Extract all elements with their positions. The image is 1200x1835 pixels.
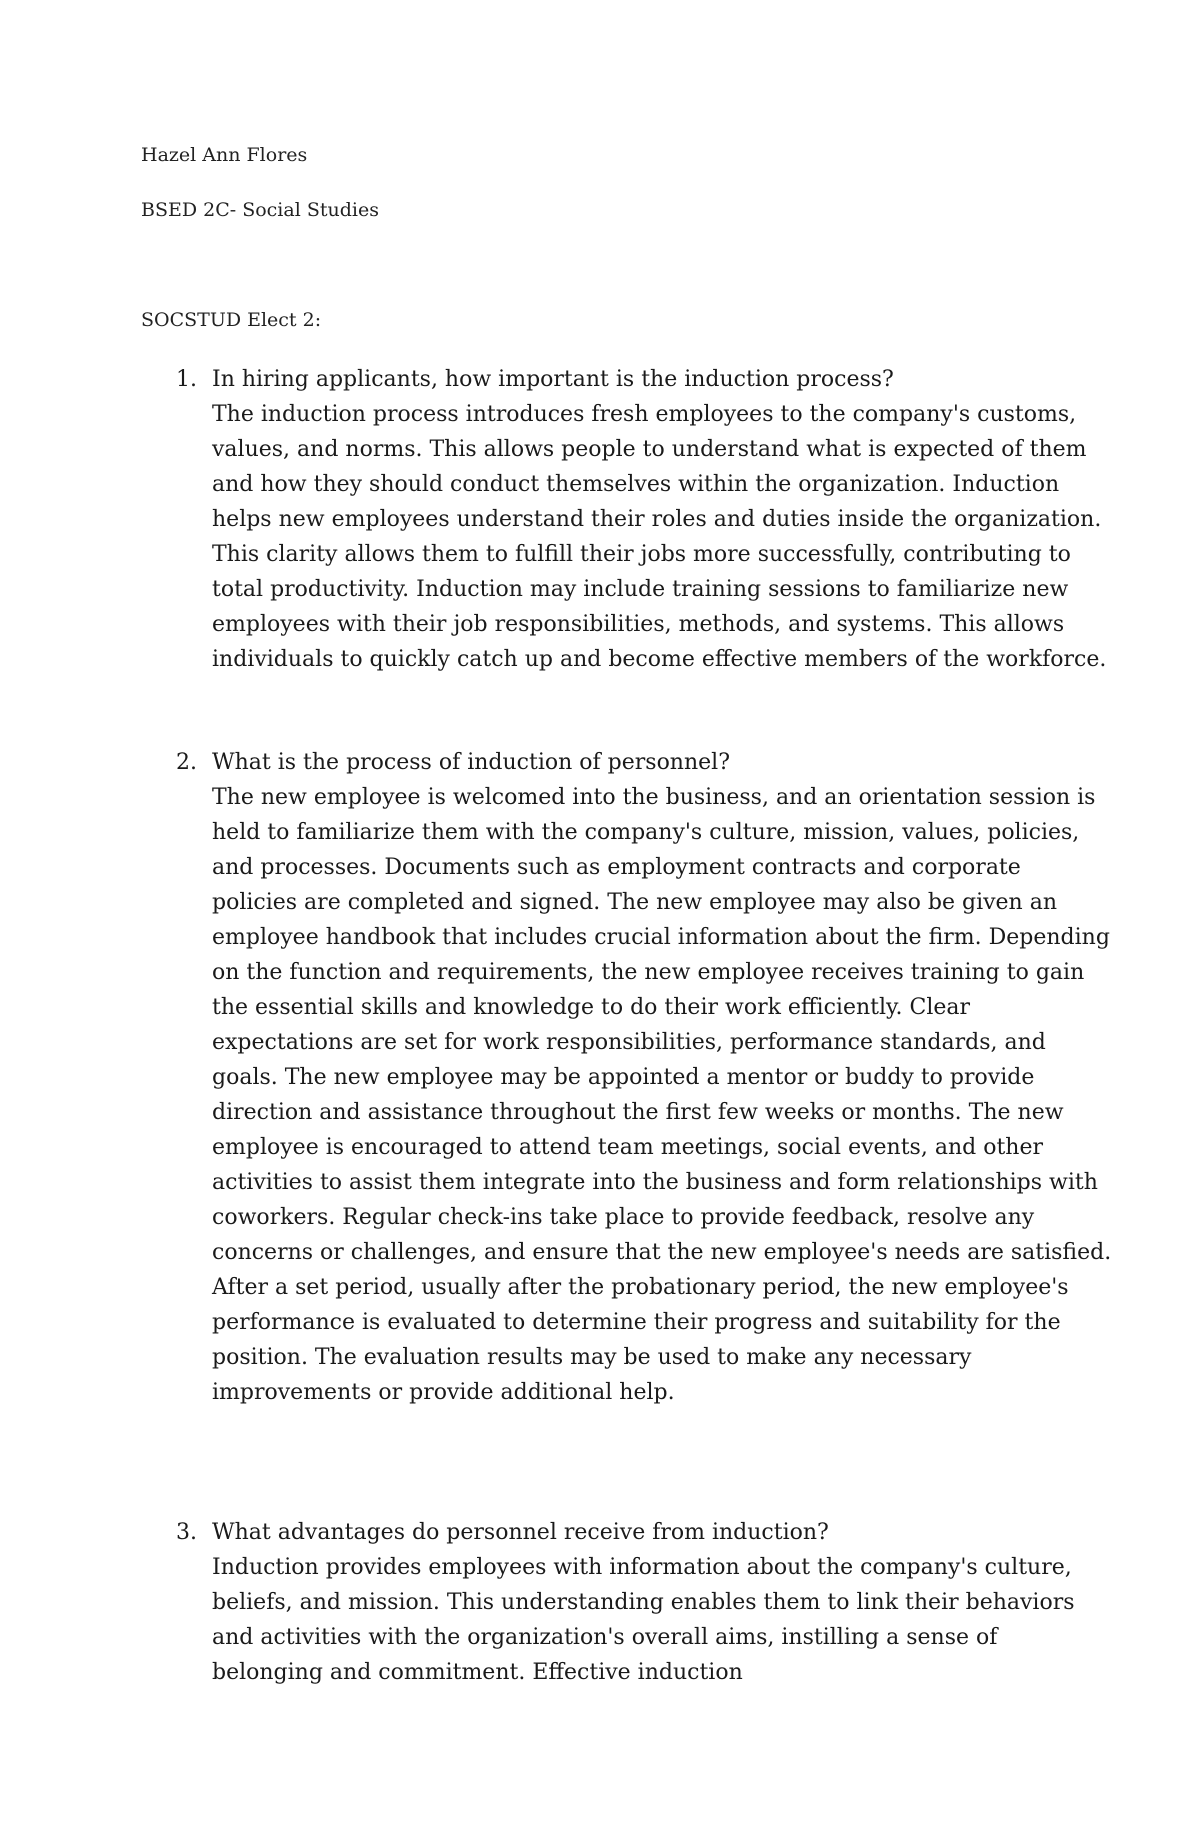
answer-text: Induction provides employees with information about the company's culture, beliefs, and mission. This understanding enables them to link their behaviors and activities with the organization's overall aims, instilling a sense of belonging and commitment. Effective induction xyxy=(212,1555,1075,1685)
list-item xyxy=(176,362,1112,677)
answer-text: The new employee is welcomed into the business, and an orientation session is held to familiarize them with the company's culture, mission, values, policies, and processes. Documents such as employment contracts and corporate policies are completed and signed. The new employee may also be given an employee handbook that includes crucial information about the firm. Depending on the function and requirements, the new employee receives training to gain the essential skills and knowledge to do their work efficiently. Clear expectations are set for work responsibilities, performance standards, and goals. The new employee may be appointed a mentor or buddy to provide direction and assistance throughout the first few weeks or months. The new employee is encouraged to attend team meetings, social events, and other activities to assist them integrate into the business and form relationships with coworkers. Regular check-ins take place to provide feedback, resolve any concerns or challenges, and ensure that the new employee's needs are satisfied. After a set period, usually after the probationary period, the new employee's performance is evaluated to determine their progress and suitability for the position. The evaluation results may be used to make any necessary improvements or provide additional help. xyxy=(212,785,1112,1405)
item-number: 1. xyxy=(176,367,197,392)
subject-title: SOCSTUD Elect 2: xyxy=(141,309,322,331)
question-text: What is the process of induction of personnel? xyxy=(212,750,730,775)
answer-text: The induction process introduces fresh employees to the company's customs, values, and norms. This allows people to understand what is expected of them and how they should conduct themselves within the organization. Induction helps new employees understand their roles and duties inside the organization. This clarity allows them to fulfill their jobs more successfully, contributing to total productivity. Induction may include training sessions to familiarize new employees with their job responsibilities, methods, and systems. This allows individuals to quickly catch up and become effective members of the workforce. xyxy=(212,402,1107,672)
question-list xyxy=(176,0,1112,1835)
list-item xyxy=(176,1515,1112,1690)
question-text: What advantages do personnel receive from induction? xyxy=(212,1520,829,1545)
item-number: 3. xyxy=(176,1520,197,1545)
list-item xyxy=(176,745,1112,1410)
item-number: 2. xyxy=(176,750,197,775)
course-section: BSED 2C- Social Studies xyxy=(141,199,379,221)
question-text: In hiring applicants, how important is the induction process? xyxy=(212,367,894,392)
author-name: Hazel Ann Flores xyxy=(141,144,308,166)
